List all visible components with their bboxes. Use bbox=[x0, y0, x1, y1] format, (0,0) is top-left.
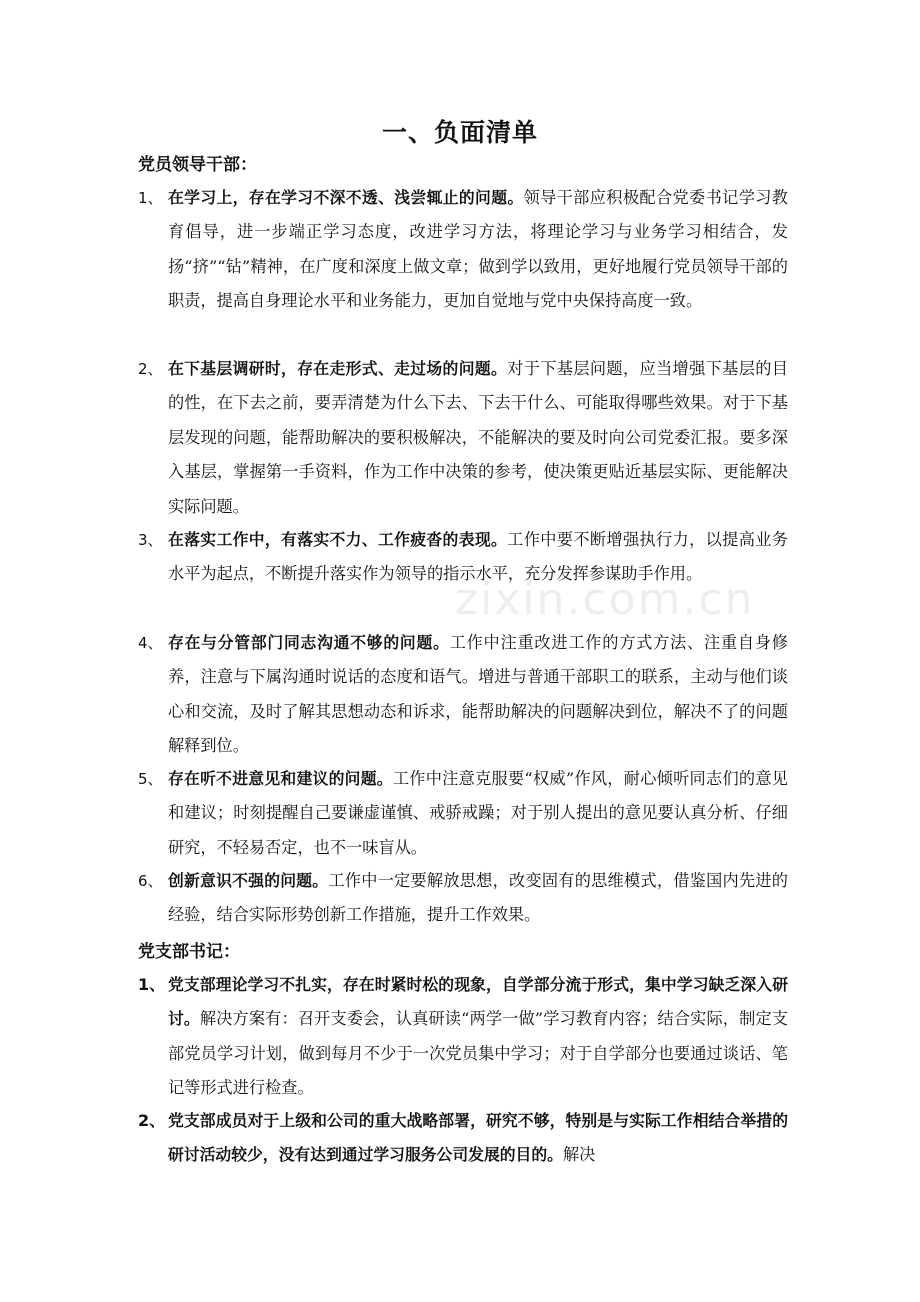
section-heading-leaders: 党员领导干部： bbox=[138, 155, 257, 175]
item-bold-lead: 在学习上，存在学习不深不透、浅尝辄止的问题。 bbox=[168, 188, 524, 207]
item-text: 工作中要不断增强执行力，以提高业务水平为起点，不断提升落实作为领导的指示水平，充分发挥参谋助手作用。 bbox=[168, 530, 788, 584]
item-text: 对于下基层问题，应当增强下基层的目的性，在下去之前，要弄清楚为什么下去、下去干什么、可能取得哪些效果。对于下基层发现的问题，能帮助解决的要积极解决，不能解决的要及时向公司党委汇报。要多深入基层，掌握第一手资料，作为工作中决策的参考，使决策更贴近基层实际、更能解决实际问题。 bbox=[168, 359, 788, 516]
item-text: 解决 bbox=[562, 1145, 596, 1165]
item-text: 解决方案有：召开支委会，认真研读“两学一做”学习教育内容；结合实际，制定支部党员学习计划，做到每月不少于一次党员集中学习；对于自学部分也要通过谈话、笔记等形式进行检查。 bbox=[168, 1009, 788, 1098]
list-item bbox=[138, 181, 788, 319]
item-bold-lead: 党支部成员对于上级和公司的重大战略部署，研究不够，特别是与实际工作相结合举措的研讨活动较少，没有达到通过学习服务公司发展的目的。 bbox=[168, 1111, 788, 1165]
item-number: 6、 bbox=[138, 872, 163, 890]
list-item bbox=[138, 762, 788, 865]
watermark: zixin.com.cn bbox=[455, 574, 755, 625]
item-number: 1、 bbox=[138, 975, 166, 994]
item-text: 工作中注意克服要“权威”作风，耐心倾听同志们的意见和建议；时刻提醒自己要谦虚谨慎、戒骄戒躁；对于别人提出的意见要认真分析、仔细研究，不轻易否定，也不一味盲从。 bbox=[168, 769, 788, 857]
item-number: 1、 bbox=[138, 189, 163, 207]
item-text: 工作中一定要解放思想，改变固有的思维模式，借鉴国内先进的经验，结合实际形势创新工作措施，提升工作效果。 bbox=[168, 871, 788, 925]
item-bold-lead: 存在听不进意见和建议的问题。 bbox=[168, 769, 393, 788]
list-item bbox=[138, 1104, 788, 1173]
list-item bbox=[138, 626, 788, 764]
item-number: 5、 bbox=[138, 770, 163, 788]
item-number: 2、 bbox=[138, 360, 163, 378]
item-number: 4、 bbox=[138, 634, 163, 652]
item-bold-lead: 在落实工作中，有落实不力、工作疲沓的表现。 bbox=[168, 530, 508, 549]
list-item bbox=[138, 864, 788, 933]
item-text: 领导干部应积极配合党委书记学习教育倡导，进一步端正学习态度，改进学习方法，将理论学习与业务学习相结合，发扬“挤”“钻”精神，在广度和深度上做文章；做到学以致用，更好地履行党员领导干部的职责，提高自身理论水平和业务能力，更加自觉地与党中央保持高度一致。 bbox=[168, 188, 788, 311]
item-text: 工作中注重改进工作的方式方法、注重自身修养，注意与下属沟通时说话的态度和语气。增进与普通干部职工的联系，主动与他们谈心和交流，及时了解其思想动态和诉求，能帮助解决的问题解决到位，解决不了的问题解释到位。 bbox=[168, 633, 788, 756]
item-number: 2、 bbox=[138, 1111, 166, 1130]
item-number: 3、 bbox=[138, 531, 163, 549]
item-bold-lead: 党支部理论学习不扎实，存在时紧时松的现象，自学部分流于形式，集中学习缺乏深入研讨。 bbox=[168, 975, 788, 1029]
page-title: 一、负面清单 bbox=[381, 118, 538, 147]
section-heading-branch-secretary: 党支部书记： bbox=[138, 942, 240, 962]
item-bold-lead: 在下基层调研时，存在走形式、走过场的问题。 bbox=[168, 359, 508, 378]
item-bold-lead: 创新意识不强的问题。 bbox=[168, 871, 329, 890]
item-bold-lead: 存在与分管部门同志沟通不够的问题。 bbox=[168, 633, 450, 652]
list-item bbox=[138, 352, 788, 524]
list-item bbox=[138, 968, 788, 1106]
